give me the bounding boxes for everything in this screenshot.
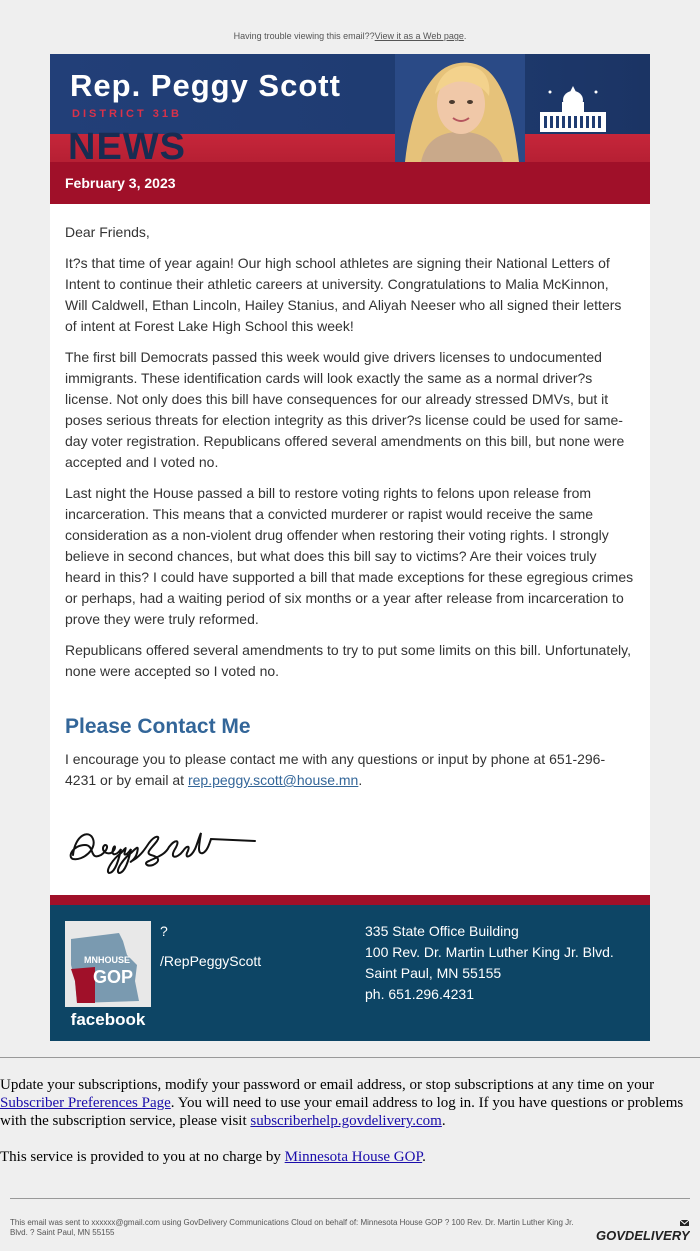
newsletter-banner [50,54,650,204]
letter-body [50,204,650,891]
contact-email-link[interactable]: rep.peggy.scott@house.mn [187,772,359,788]
web-view-notice [0,31,700,41]
logo-line2: GOP [92,967,134,987]
newsletter-date: February 3, 2023 [65,175,176,191]
greeting: Dear Friends, [65,224,150,240]
paragraph-amendments: Republicans offered several amendments to try to put some limits on this bill. Unfortunately, none were accepted so I voted no. [65,642,631,679]
contact-text-after: . [358,772,363,788]
service-text-after: . [422,1149,426,1165]
footer-red-bar [50,895,650,905]
divider [10,1198,690,1199]
paragraph-athletes: It?s that time of year again! Our high school athletes are signing their National Letters of Intent to continue their athletic careers at university. Congratulations to Malia McKinnon, Will Caldwell, Ethan Lincoln, Hailey Stanius, and Aliyah Neeser who all signed their letters of intent at Forest Lake High School this week! [65,255,622,334]
capitol-building-icon [538,82,608,134]
web-view-link[interactable]: View it as a Web page [374,31,464,41]
govdelivery-logo[interactable] [596,1218,690,1244]
district-label: DISTRICT 31B [72,108,182,120]
contact-text-body: I encourage you to please contact me with any questions or input by phone at 651-296-4231 or by email at [65,751,606,788]
facebook-handle[interactable]: /RepPeggyScott [160,953,262,969]
web-view-after: . [463,31,467,41]
contact-heading: Please Contact Me [65,715,251,738]
subscriber-help-link[interactable]: subscriberhelp.govdelivery.com [250,1113,442,1129]
subscription-text [0,1076,700,1130]
office-address [365,921,614,1005]
service-text-body: This service is provided to you at no charge by [0,1149,285,1165]
subscription-text-2: . You will need to use your email address to log in. If you have questions or problems with the subscription service, please visit [0,1095,684,1129]
facebook-icon-placeholder: ? [160,923,168,939]
address-line: 335 State Office Building [365,923,519,939]
paragraph-voting-rights: Last night the House passed a bill to restore voting rights to felons upon release from incarceration. This means that a convicted murderer or rapist would receive the same consideration as a non-violent drug offender when restoring their voting rights. I strongly believe in second chances, but what does this bill say to victims? Are their voices truly heard in this? I could have supported a bill that made exceptions for these egregious crimes or perhaps, had a waiting period of six months or a year after release from incarceration to prove they were truly reformed. [65,485,634,627]
subscription-info [0,1076,700,1184]
service-text [0,1148,700,1166]
news-heading: NEWS [68,126,186,168]
facebook-logo[interactable] [65,921,151,1031]
phone-line: ph. 651.296.4231 [365,986,474,1002]
logo-caption: facebook [70,1010,146,1029]
web-view-text: Having trouble viewing this email?? [233,31,375,41]
subscription-text-1: Update your subscriptions, modify your password or email address, or stop subscriptions at any time on your [0,1077,655,1093]
subscriber-preferences-link[interactable]: Subscriber Preferences Page [0,1095,171,1111]
address-line: 100 Rev. Dr. Martin Luther King Jr. Blvd. [365,944,614,960]
minnesota-house-gop-link[interactable]: Minnesota House GOP [284,1149,423,1165]
paragraph-drivers-licenses: The first bill Democrats passed this week would give drivers licenses to undocumented immigrants. These identification cards will look exactly the same as a normal driver?s license. Not only does this bill have consequences for our already stressed DMVs, but it poses serious threats for election integrity as this driver?s license could be used for same-day voter registration. Republicans offered several amendments on this bill, but none were accepted and I voted no. [65,349,625,470]
representative-photo [395,54,525,162]
contact-text [65,749,635,791]
legal-notice: This email was sent to xxxxxx@gmail.com using GovDelivery Communications Cloud on behalf of: Minnesota House GOP ? 100 Rev. Dr. Martin Luther King Jr. Blvd. ? Saint Paul, MN 55155 [10,1218,574,1237]
divider [0,1057,700,1058]
logo-line1: MNHOUSE [83,955,131,965]
subscription-text-3: . [441,1113,446,1129]
address-line: Saint Paul, MN 55155 [365,965,502,981]
signature-image [65,815,265,885]
newsletter-card [50,54,650,1041]
representative-name: Rep. Peggy Scott [70,68,341,103]
govdelivery-logo-text: GOVDELIVERY [596,1228,690,1243]
newsletter-footer [50,905,650,1041]
